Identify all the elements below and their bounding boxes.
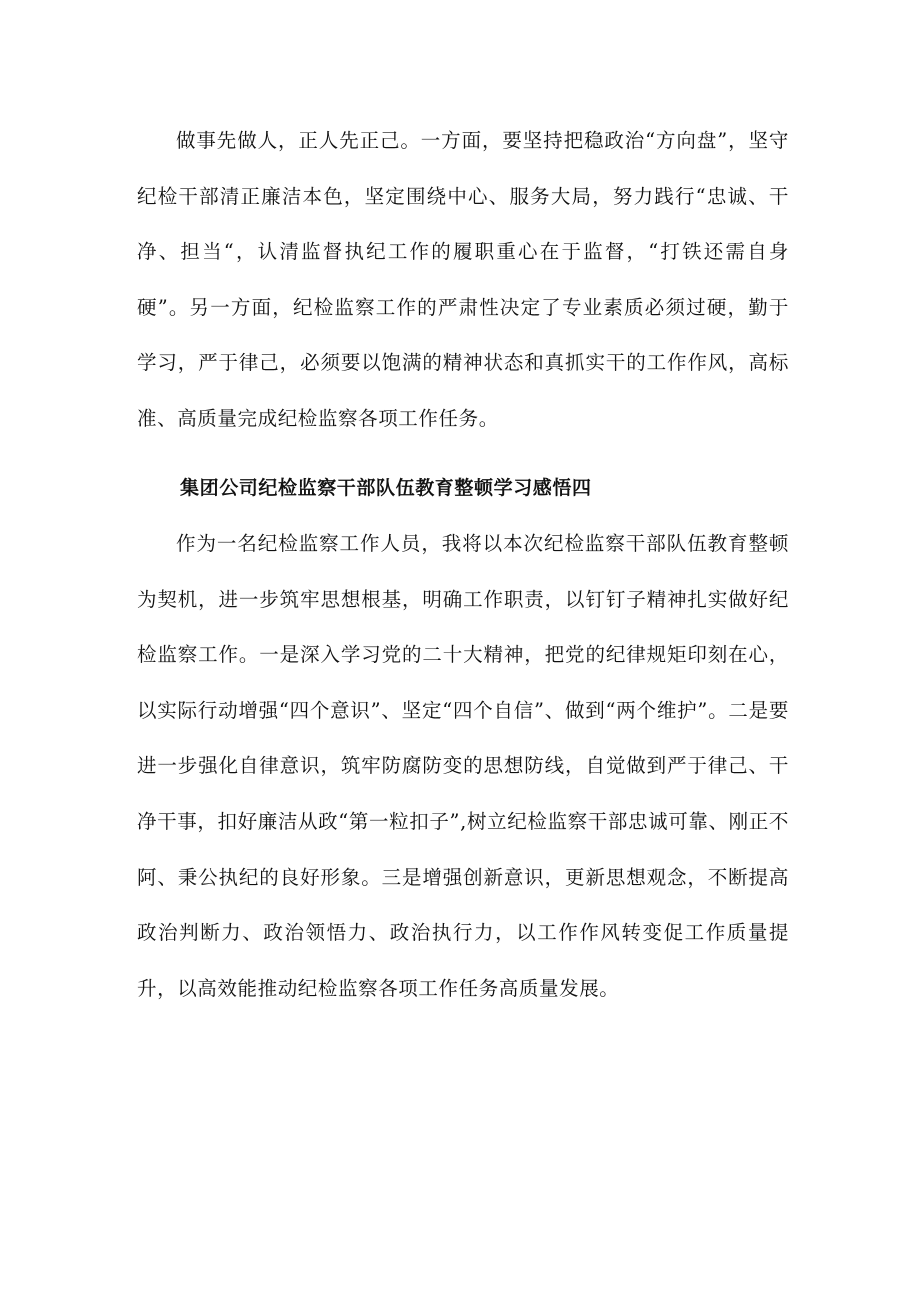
- paragraph-block-2: [137, 516, 789, 1016]
- paragraph-block-1: [137, 113, 789, 447]
- section-title: 集团公司纪检监察干部队伍教育整顿学习感悟四: [180, 477, 592, 499]
- body-paragraph-2: 作为一名纪检监察工作人员，我将以本次纪检监察干部队伍教育整顿为契机，进一步筑牢思想根基，明确工作职责，以钉钉子精神扎实做好纪检监察工作。一是深入学习党的二十大精神，把党的纪律规矩印刻在心，以实际行动增强“四个意识”、坚定“四个自信”、做到“两个维护”。二是要进一步强化自律意识，筑牢防腐防变的思想防线，自觉做到严于律己、干净干事，扣好廉洁从政“第一粒扣子”,树立纪检监察干部忠诚可靠、刚正不阿、秉公执纪的良好形象。三是增强创新意识，更新思想观念，不断提高政治判断力、政治领悟力、政治执行力，以工作作风转变促工作质量提升，以高效能推动纪检监察各项工作任务高质量发展。: [137, 532, 789, 1000]
- body-paragraph-1: 做事先做人，正人先正己。一方面，要坚持把稳政治“方向盘”，坚守纪检干部清正廉洁本色，坚定围绕中心、服务大局，努力践行“忠诚、干净、担当“，认清监督执纪工作的履职重心在于监督，“打铁还需自身硬”。另一方面，纪检监察工作的严肃性决定了专业素质必须过硬，勤于学习，严于律己，必须要以饱满的精神状态和真抓实干的工作作风，高标准、高质量完成纪检监察各项工作任务。: [137, 129, 789, 430]
